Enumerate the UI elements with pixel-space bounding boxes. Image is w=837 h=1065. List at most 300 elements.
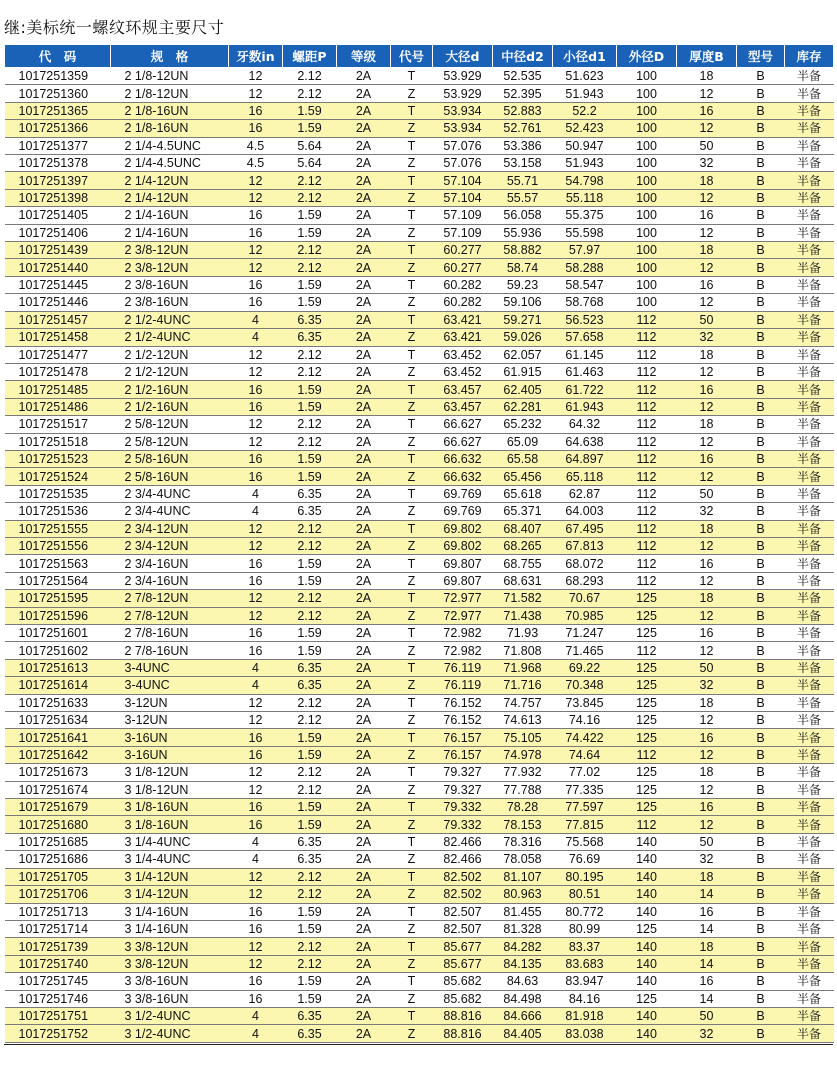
cell-pitch-dia: 52.883	[493, 102, 553, 119]
cell-major-dia: 60.277	[433, 259, 493, 276]
cell-outer-dia: 112	[617, 468, 677, 485]
cell-spec: 2 3/8-12UN	[111, 259, 229, 276]
cell-model: B	[737, 903, 785, 920]
cell-symbol: Z	[391, 816, 433, 833]
cell-symbol: Z	[391, 468, 433, 485]
cell-spec: 2 3/4-16UN	[111, 555, 229, 572]
cell-tpi: 12	[229, 955, 283, 972]
cell-pitch-dia: 84.666	[493, 1007, 553, 1024]
cell-thickness: 12	[677, 433, 737, 450]
cell-code: 1017251745	[5, 973, 111, 990]
table-row	[5, 398, 834, 415]
cell-pitch: 1.59	[283, 555, 337, 572]
cell-code: 1017251486	[5, 398, 111, 415]
cell-tpi: 4	[229, 659, 283, 676]
cell-code: 1017251713	[5, 903, 111, 920]
cell-spec: 2 3/4-4UNC	[111, 485, 229, 502]
cell-code: 1017251446	[5, 294, 111, 311]
cell-tpi: 12	[229, 242, 283, 259]
cell-code: 1017251641	[5, 729, 111, 746]
cell-symbol: Z	[391, 1025, 433, 1042]
cell-model: B	[737, 1007, 785, 1024]
cell-thickness: 14	[677, 920, 737, 937]
cell-class: 2A	[337, 868, 391, 885]
cell-tpi: 12	[229, 520, 283, 537]
cell-model: B	[737, 398, 785, 415]
cell-stock: 半备	[785, 155, 834, 172]
cell-pitch: 1.59	[283, 102, 337, 119]
cell-major-dia: 88.816	[433, 1007, 493, 1024]
cell-minor-dia: 56.523	[553, 311, 617, 328]
cell-thickness: 18	[677, 172, 737, 189]
cell-tpi: 12	[229, 189, 283, 206]
cell-symbol: Z	[391, 677, 433, 694]
cell-minor-dia: 70.348	[553, 677, 617, 694]
cell-outer-dia: 125	[617, 677, 677, 694]
cell-outer-dia: 125	[617, 799, 677, 816]
cell-thickness: 12	[677, 294, 737, 311]
table-row	[5, 955, 834, 972]
cell-class: 2A	[337, 503, 391, 520]
cell-stock: 半备	[785, 816, 834, 833]
cell-model: B	[737, 433, 785, 450]
cell-stock: 半备	[785, 677, 834, 694]
header-major-dia: 大径d	[433, 45, 493, 68]
cell-pitch-dia: 77.932	[493, 764, 553, 781]
cell-pitch-dia: 58.882	[493, 242, 553, 259]
cell-major-dia: 79.327	[433, 764, 493, 781]
cell-class: 2A	[337, 938, 391, 955]
cell-minor-dia: 68.293	[553, 572, 617, 589]
cell-major-dia: 53.929	[433, 85, 493, 102]
cell-thickness: 32	[677, 677, 737, 694]
cell-minor-dia: 70.985	[553, 607, 617, 624]
cell-tpi: 16	[229, 625, 283, 642]
cell-tpi: 16	[229, 973, 283, 990]
cell-model: B	[737, 450, 785, 467]
cell-outer-dia: 140	[617, 833, 677, 850]
cell-class: 2A	[337, 294, 391, 311]
table-row	[5, 920, 834, 937]
table-row	[5, 468, 834, 485]
cell-outer-dia: 112	[617, 450, 677, 467]
cell-outer-dia: 100	[617, 137, 677, 154]
cell-model: B	[737, 868, 785, 885]
cell-model: B	[737, 1025, 785, 1042]
table-row	[5, 68, 834, 85]
cell-pitch-dia: 58.74	[493, 259, 553, 276]
cell-minor-dia: 51.943	[553, 85, 617, 102]
cell-outer-dia: 140	[617, 903, 677, 920]
cell-pitch: 1.59	[283, 398, 337, 415]
table-row	[5, 294, 834, 311]
cell-class: 2A	[337, 259, 391, 276]
cell-stock: 半备	[785, 416, 834, 433]
cell-class: 2A	[337, 242, 391, 259]
table-row	[5, 155, 834, 172]
cell-model: B	[737, 346, 785, 363]
cell-major-dia: 63.421	[433, 329, 493, 346]
cell-model: B	[737, 137, 785, 154]
cell-tpi: 16	[229, 276, 283, 293]
cell-spec: 3 3/8-12UN	[111, 955, 229, 972]
cell-pitch: 5.64	[283, 137, 337, 154]
cell-spec: 2 3/4-12UN	[111, 520, 229, 537]
cell-symbol: Z	[391, 607, 433, 624]
cell-class: 2A	[337, 816, 391, 833]
cell-class: 2A	[337, 155, 391, 172]
cell-symbol: Z	[391, 990, 433, 1007]
cell-stock: 半备	[785, 85, 834, 102]
table-row	[5, 433, 834, 450]
cell-pitch-dia: 53.158	[493, 155, 553, 172]
cell-tpi: 12	[229, 68, 283, 85]
cell-pitch-dia: 52.535	[493, 68, 553, 85]
cell-model: B	[737, 920, 785, 937]
cell-outer-dia: 125	[617, 764, 677, 781]
cell-spec: 2 1/8-12UN	[111, 68, 229, 85]
cell-tpi: 12	[229, 433, 283, 450]
cell-pitch-dia: 65.232	[493, 416, 553, 433]
cell-pitch: 2.12	[283, 259, 337, 276]
table-row	[5, 1025, 834, 1042]
cell-stock: 半备	[785, 503, 834, 520]
cell-stock: 半备	[785, 450, 834, 467]
cell-symbol: T	[391, 137, 433, 154]
cell-outer-dia: 100	[617, 294, 677, 311]
cell-class: 2A	[337, 207, 391, 224]
cell-symbol: Z	[391, 224, 433, 241]
cell-tpi: 16	[229, 381, 283, 398]
cell-spec: 3 1/4-4UNC	[111, 851, 229, 868]
cell-class: 2A	[337, 346, 391, 363]
cell-pitch-dia: 78.058	[493, 851, 553, 868]
cell-minor-dia: 67.495	[553, 520, 617, 537]
table-row	[5, 224, 834, 241]
cell-class: 2A	[337, 990, 391, 1007]
cell-class: 2A	[337, 1007, 391, 1024]
table-row	[5, 833, 834, 850]
cell-class: 2A	[337, 450, 391, 467]
cell-stock: 半备	[785, 590, 834, 607]
cell-major-dia: 69.807	[433, 572, 493, 589]
table-row	[5, 363, 834, 380]
table-row	[5, 816, 834, 833]
cell-tpi: 16	[229, 920, 283, 937]
cell-stock: 半备	[785, 903, 834, 920]
cell-thickness: 14	[677, 990, 737, 1007]
header-pitch-dia: 中径d2	[493, 45, 553, 68]
cell-pitch: 1.59	[283, 903, 337, 920]
cell-thickness: 32	[677, 155, 737, 172]
cell-pitch-dia: 52.395	[493, 85, 553, 102]
cell-thickness: 16	[677, 973, 737, 990]
cell-symbol: Z	[391, 920, 433, 937]
cell-spec: 2 5/8-16UN	[111, 450, 229, 467]
cell-thickness: 18	[677, 868, 737, 885]
table-row	[5, 590, 834, 607]
cell-pitch: 5.64	[283, 155, 337, 172]
cell-thickness: 12	[677, 224, 737, 241]
cell-model: B	[737, 990, 785, 1007]
cell-pitch: 6.35	[283, 659, 337, 676]
cell-model: B	[737, 816, 785, 833]
cell-model: B	[737, 781, 785, 798]
cell-model: B	[737, 329, 785, 346]
cell-pitch: 2.12	[283, 886, 337, 903]
cell-major-dia: 88.816	[433, 1025, 493, 1042]
cell-pitch-dia: 74.757	[493, 694, 553, 711]
cell-major-dia: 72.977	[433, 590, 493, 607]
cell-pitch-dia: 71.93	[493, 625, 553, 642]
cell-code: 1017251685	[5, 833, 111, 850]
cell-code: 1017251739	[5, 938, 111, 955]
cell-thickness: 16	[677, 381, 737, 398]
cell-outer-dia: 125	[617, 990, 677, 1007]
cell-pitch-dia: 65.618	[493, 485, 553, 502]
cell-major-dia: 85.677	[433, 955, 493, 972]
cell-outer-dia: 100	[617, 189, 677, 206]
cell-thickness: 32	[677, 329, 737, 346]
table-row	[5, 868, 834, 885]
cell-class: 2A	[337, 311, 391, 328]
cell-spec: 2 3/4-4UNC	[111, 503, 229, 520]
cell-symbol: Z	[391, 363, 433, 380]
cell-stock: 半备	[785, 224, 834, 241]
cell-major-dia: 63.452	[433, 346, 493, 363]
cell-stock: 半备	[785, 68, 834, 85]
cell-model: B	[737, 503, 785, 520]
cell-tpi: 16	[229, 572, 283, 589]
cell-pitch-dia: 78.153	[493, 816, 553, 833]
cell-symbol: T	[391, 311, 433, 328]
cell-symbol: Z	[391, 503, 433, 520]
cell-outer-dia: 125	[617, 712, 677, 729]
cell-stock: 半备	[785, 851, 834, 868]
cell-class: 2A	[337, 973, 391, 990]
cell-tpi: 4	[229, 485, 283, 502]
table-header-row	[5, 45, 834, 68]
cell-stock: 半备	[785, 799, 834, 816]
cell-stock: 半备	[785, 729, 834, 746]
cell-model: B	[737, 537, 785, 554]
cell-minor-dia: 64.003	[553, 503, 617, 520]
cell-model: B	[737, 224, 785, 241]
cell-pitch: 1.59	[283, 799, 337, 816]
cell-stock: 半备	[785, 920, 834, 937]
cell-thickness: 12	[677, 398, 737, 415]
cell-minor-dia: 80.99	[553, 920, 617, 937]
cell-class: 2A	[337, 920, 391, 937]
header-minor-dia: 小径d1	[553, 45, 617, 68]
cell-major-dia: 66.627	[433, 416, 493, 433]
cell-minor-dia: 52.2	[553, 102, 617, 119]
cell-thickness: 14	[677, 955, 737, 972]
cell-spec: 3 1/2-4UNC	[111, 1007, 229, 1024]
cell-symbol: Z	[391, 886, 433, 903]
cell-code: 1017251445	[5, 276, 111, 293]
cell-code: 1017251457	[5, 311, 111, 328]
cell-code: 1017251535	[5, 485, 111, 502]
table-row	[5, 172, 834, 189]
cell-major-dia: 57.109	[433, 207, 493, 224]
cell-thickness: 18	[677, 68, 737, 85]
cell-pitch-dia: 68.631	[493, 572, 553, 589]
cell-minor-dia: 77.597	[553, 799, 617, 816]
cell-thickness: 12	[677, 189, 737, 206]
cell-tpi: 12	[229, 764, 283, 781]
cell-symbol: T	[391, 102, 433, 119]
cell-stock: 半备	[785, 189, 834, 206]
cell-spec: 2 7/8-16UN	[111, 625, 229, 642]
cell-code: 1017251596	[5, 607, 111, 624]
cell-model: B	[737, 572, 785, 589]
cell-minor-dia: 77.02	[553, 764, 617, 781]
cell-pitch-dia: 56.058	[493, 207, 553, 224]
cell-class: 2A	[337, 102, 391, 119]
cell-thickness: 12	[677, 259, 737, 276]
cell-spec: 2 1/8-16UN	[111, 120, 229, 137]
cell-model: B	[737, 833, 785, 850]
cell-pitch: 6.35	[283, 677, 337, 694]
cell-major-dia: 60.277	[433, 242, 493, 259]
cell-stock: 半备	[785, 102, 834, 119]
cell-stock: 半备	[785, 381, 834, 398]
cell-symbol: T	[391, 555, 433, 572]
cell-major-dia: 57.104	[433, 189, 493, 206]
cell-tpi: 12	[229, 781, 283, 798]
cell-major-dia: 66.632	[433, 450, 493, 467]
cell-major-dia: 57.076	[433, 137, 493, 154]
table-row	[5, 242, 834, 259]
cell-symbol: Z	[391, 746, 433, 763]
cell-symbol: T	[391, 973, 433, 990]
cell-spec: 3-16UN	[111, 729, 229, 746]
cell-outer-dia: 140	[617, 973, 677, 990]
cell-major-dia: 82.466	[433, 833, 493, 850]
cell-outer-dia: 140	[617, 1007, 677, 1024]
table-row	[5, 886, 834, 903]
cell-model: B	[737, 242, 785, 259]
cell-model: B	[737, 764, 785, 781]
cell-tpi: 16	[229, 120, 283, 137]
cell-minor-dia: 61.463	[553, 363, 617, 380]
cell-minor-dia: 74.16	[553, 712, 617, 729]
cell-code: 1017251524	[5, 468, 111, 485]
cell-symbol: Z	[391, 398, 433, 415]
cell-pitch: 2.12	[283, 85, 337, 102]
cell-spec: 3-16UN	[111, 746, 229, 763]
cell-stock: 半备	[785, 259, 834, 276]
cell-pitch: 1.59	[283, 468, 337, 485]
cell-pitch-dia: 62.057	[493, 346, 553, 363]
cell-model: B	[737, 659, 785, 676]
cell-thickness: 16	[677, 799, 737, 816]
table-row	[5, 903, 834, 920]
cell-spec: 2 1/8-12UN	[111, 85, 229, 102]
cell-tpi: 4.5	[229, 137, 283, 154]
cell-pitch-dia: 68.265	[493, 537, 553, 554]
cell-spec: 2 1/2-12UN	[111, 346, 229, 363]
cell-spec: 2 3/4-12UN	[111, 537, 229, 554]
table-row	[5, 677, 834, 694]
cell-code: 1017251478	[5, 363, 111, 380]
cell-stock: 半备	[785, 398, 834, 415]
cell-pitch-dia: 68.755	[493, 555, 553, 572]
cell-pitch: 2.12	[283, 868, 337, 885]
table-row	[5, 537, 834, 554]
cell-symbol: T	[391, 590, 433, 607]
header-model: 型号	[737, 45, 785, 68]
cell-spec: 2 1/2-4UNC	[111, 311, 229, 328]
cell-spec: 2 5/8-12UN	[111, 433, 229, 450]
cell-symbol: T	[391, 938, 433, 955]
cell-thickness: 12	[677, 746, 737, 763]
cell-class: 2A	[337, 746, 391, 763]
cell-major-dia: 76.157	[433, 746, 493, 763]
table-row	[5, 851, 834, 868]
cell-thickness: 50	[677, 485, 737, 502]
cell-class: 2A	[337, 572, 391, 589]
cell-stock: 半备	[785, 172, 834, 189]
cell-thickness: 12	[677, 120, 737, 137]
cell-code: 1017251686	[5, 851, 111, 868]
cell-pitch-dia: 62.405	[493, 381, 553, 398]
cell-stock: 半备	[785, 833, 834, 850]
cell-major-dia: 53.934	[433, 102, 493, 119]
cell-code: 1017251614	[5, 677, 111, 694]
cell-spec: 2 7/8-16UN	[111, 642, 229, 659]
cell-spec: 3-12UN	[111, 712, 229, 729]
cell-class: 2A	[337, 416, 391, 433]
cell-model: B	[737, 973, 785, 990]
cell-symbol: Z	[391, 955, 433, 972]
cell-minor-dia: 58.288	[553, 259, 617, 276]
cell-major-dia: 57.109	[433, 224, 493, 241]
cell-class: 2A	[337, 642, 391, 659]
cell-minor-dia: 58.547	[553, 276, 617, 293]
cell-outer-dia: 100	[617, 68, 677, 85]
cell-spec: 3 3/8-12UN	[111, 938, 229, 955]
cell-tpi: 16	[229, 224, 283, 241]
cell-major-dia: 79.332	[433, 816, 493, 833]
cell-pitch-dia: 61.915	[493, 363, 553, 380]
cell-symbol: Z	[391, 85, 433, 102]
cell-class: 2A	[337, 607, 391, 624]
cell-code: 1017251714	[5, 920, 111, 937]
cell-outer-dia: 125	[617, 607, 677, 624]
cell-stock: 半备	[785, 955, 834, 972]
cell-symbol: T	[391, 346, 433, 363]
cell-stock: 半备	[785, 468, 834, 485]
cell-class: 2A	[337, 329, 391, 346]
cell-spec: 3-4UNC	[111, 659, 229, 676]
header-thickness: 厚度B	[677, 45, 737, 68]
cell-class: 2A	[337, 276, 391, 293]
cell-major-dia: 60.282	[433, 294, 493, 311]
cell-major-dia: 66.632	[433, 468, 493, 485]
cell-model: B	[737, 642, 785, 659]
cell-pitch-dia: 71.716	[493, 677, 553, 694]
cell-symbol: T	[391, 833, 433, 850]
cell-code: 1017251563	[5, 555, 111, 572]
cell-class: 2A	[337, 555, 391, 572]
cell-spec: 3-4UNC	[111, 677, 229, 694]
cell-pitch: 2.12	[283, 607, 337, 624]
table-row	[5, 625, 834, 642]
table-row	[5, 642, 834, 659]
cell-tpi: 16	[229, 816, 283, 833]
